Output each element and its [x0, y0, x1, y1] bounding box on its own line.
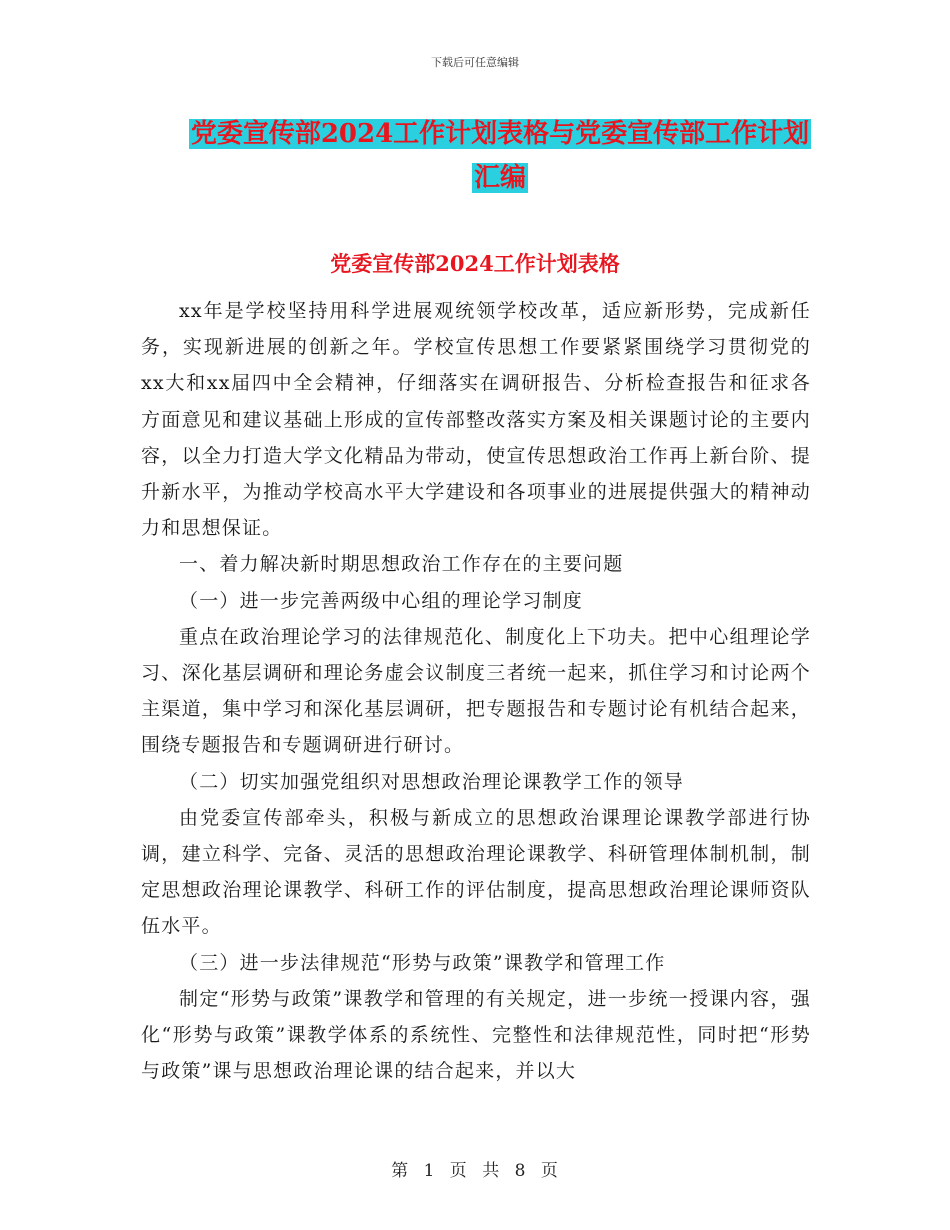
- main-title-line-1: 党委宣传部2024工作计划表格与党委宣传部工作计划: [190, 119, 810, 149]
- footer-suffix: 页: [540, 1161, 559, 1181]
- current-page-number: 1: [423, 1161, 436, 1181]
- section-title: 党委宣传部2024工作计划表格: [330, 251, 620, 276]
- heading-level-2: （二）切实加强党组织对思想政治理论课教学工作的领导: [179, 770, 685, 793]
- heading-level-2: （一）进一步完善两级中心组的理论学习制度: [179, 589, 584, 612]
- heading-level-1: 一、着力解决新时期思想政治工作存在的主要问题: [179, 553, 624, 576]
- paragraph: 由党委宣传部牵头，积极与新成立的思想政治课理论课教学部进行协调，建立科学、完备、灵活的思想政治理论课教学、科研管理体制机制，制定思想政治理论课教学、科研工作的评估制度，提高思想政治理论课师资队伍水平。: [141, 806, 811, 938]
- total-page-number: 8: [514, 1161, 527, 1181]
- page-footer: [0, 1156, 950, 1181]
- footer-page-label: 页: [449, 1161, 468, 1181]
- footer-total-label: 共: [482, 1161, 501, 1181]
- main-title: [140, 112, 860, 200]
- footer-prefix: 第: [391, 1161, 410, 1181]
- paragraph: 制定“形势与政策”课教学和管理的有关规定，进一步统一授课内容，强化“形势与政策”课教学体系的系统性、完整性和法律规范性，同时把“形势与政策”课与思想政治理论课的结合起来，并以大: [141, 987, 811, 1083]
- paragraph: xx年是学校坚持用科学进展观统领学校改革，适应新形势，完成新任务，实现新进展的创新之年。学校宣传思想工作要紧紧围绕学习贯彻党的xx大和xx届四中全会精神，仔细落实在调研报告、分析检查报告和征求各方面意见和建议基础上形成的宣传部整改落实方案及相关课题讨论的主要内容，以全力打造大学文化精品为带动，使宣传思想政治工作再上新台阶、提升新水平，为推动学校高水平大学建设和各项事业的进展提供强大的精神动力和思想保证。: [141, 300, 811, 540]
- body-text: [141, 293, 811, 1089]
- main-title-line-2: 汇编: [473, 163, 526, 193]
- paragraph: 重点在政治理论学习的法律规范化、制度化上下功夫。把中心组理论学习、深化基层调研和理论务虚会议制度三者统一起来，抓住学习和讨论两个主渠道，集中学习和深化基层调研，把专题报告和专题讨论有机结合起来，围绕专题报告和专题调研进行研讨。: [141, 625, 811, 757]
- heading-level-2: （三）进一步法律规范“形势与政策”课教学和管理工作: [179, 951, 666, 974]
- header-note: 下载后可任意编辑: [431, 56, 519, 69]
